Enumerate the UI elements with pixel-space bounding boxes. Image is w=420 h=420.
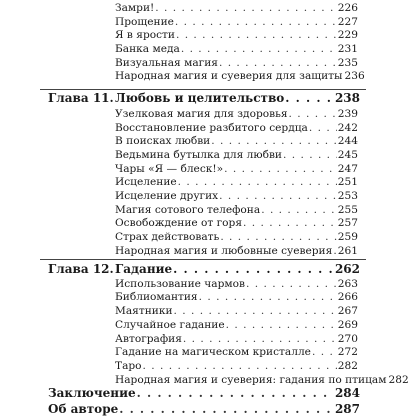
toc-entry-page: 231 [337, 43, 358, 55]
toc-entry-page: 253 [337, 190, 358, 202]
toc-entry[interactable] [115, 163, 358, 175]
chapter-page: 262 [334, 262, 360, 276]
toc-entry[interactable] [115, 217, 358, 229]
toc-entry-title: Прощение [115, 16, 174, 28]
toc-entry-page: 267 [337, 305, 358, 317]
toc-entry[interactable] [115, 135, 358, 147]
leader-dots [137, 386, 334, 400]
toc-about-author[interactable] [48, 402, 360, 416]
toc-entry-page: 247 [337, 163, 358, 175]
toc-entry-page: 235 [337, 57, 358, 69]
leader-dots [155, 2, 337, 14]
leader-dots [283, 149, 337, 161]
leader-dots [243, 217, 337, 229]
conclusion-title: Заключение [48, 386, 136, 400]
toc-entry[interactable] [115, 204, 358, 216]
leader-dots [246, 278, 337, 290]
toc-entry-title: Использование чармов [115, 278, 245, 290]
leader-dots [178, 176, 337, 188]
chapter-title: Любовь и целительство [115, 91, 285, 105]
leader-dots [219, 190, 337, 202]
toc-entry-title: Народная магия и суеверия: гадания по птицам [115, 374, 387, 386]
leader-dots [176, 29, 337, 41]
toc-entry[interactable] [115, 305, 358, 317]
toc-entry-title: Я в ярости [115, 29, 175, 41]
toc-entry-page: 257 [337, 217, 358, 229]
toc-entry[interactable] [115, 108, 358, 120]
leader-dots [220, 231, 336, 243]
toc-entry-title: Замри! [115, 2, 155, 14]
toc-entry[interactable] [115, 291, 358, 303]
toc-entry-title: Народная магия и любовные суеверия [115, 245, 333, 257]
chapter-number: Глава 11. [48, 91, 114, 105]
toc-entry-page: 282 [337, 360, 358, 372]
toc-entry[interactable] [115, 278, 358, 290]
toc-entry-page: 255 [337, 204, 358, 216]
toc-entry[interactable] [115, 149, 358, 161]
leader-dots [143, 360, 337, 372]
toc-entry-title: В поисках любви [115, 135, 211, 147]
toc-entry-title: Народная магия и суеверия для защиты [115, 70, 343, 82]
chapter-page: 238 [334, 91, 360, 105]
toc-entry-title: Исцеление [115, 176, 177, 188]
toc-entry-page: 244 [337, 135, 358, 147]
toc-entry[interactable] [115, 245, 358, 257]
toc-entry-page: 270 [337, 333, 358, 345]
toc-entry[interactable] [115, 319, 358, 331]
toc-entry[interactable] [115, 2, 358, 14]
chapter-divider [40, 89, 366, 90]
toc-entry-page: 282 [388, 374, 409, 386]
about-author-title: Об авторе [48, 402, 119, 416]
toc-entry-title: Магия сотового телефона [115, 204, 261, 216]
leader-dots [181, 43, 337, 55]
toc-entry[interactable] [115, 122, 358, 134]
toc-entry-page: 263 [337, 278, 358, 290]
toc-entry-title: Библиомантия [115, 291, 198, 303]
chapter-title: Гадание [115, 262, 173, 276]
toc-entry-title: Случайное гадание [115, 319, 225, 331]
leader-dots [175, 16, 337, 28]
chapter-number: Глава 12. [48, 262, 114, 276]
toc-entry-page: 266 [337, 291, 358, 303]
chapter-divider [40, 259, 366, 260]
toc-entry[interactable] [115, 16, 358, 28]
toc-entry-title: Исцеление других [115, 190, 219, 202]
toc-entry[interactable] [115, 190, 358, 202]
leader-dots [199, 291, 337, 303]
chapter-heading[interactable] [115, 262, 360, 276]
toc-entry[interactable] [115, 29, 358, 41]
toc-entry-page: 229 [337, 29, 358, 41]
toc-entry-page: 239 [337, 108, 358, 120]
toc-entry-title: Чары «Я — блеск!» [115, 163, 224, 175]
conclusion-page: 284 [334, 386, 360, 400]
toc-entry-title: Автография [115, 333, 182, 345]
toc-entry[interactable] [115, 346, 358, 358]
toc-entry[interactable] [115, 360, 358, 372]
leader-dots [174, 305, 337, 317]
leader-dots [119, 402, 334, 416]
leader-dots [183, 333, 337, 345]
toc-entry-title: Таро [115, 360, 142, 372]
toc-entry-page: 251 [337, 176, 358, 188]
toc-conclusion[interactable] [48, 386, 360, 400]
leader-dots [285, 91, 334, 105]
toc-entry-title: Страх действовать [115, 231, 220, 243]
leader-dots [333, 245, 336, 257]
toc-entry-page: 259 [337, 231, 358, 243]
leader-dots [261, 204, 337, 216]
toc-entry[interactable] [115, 43, 358, 55]
toc-entry-title: Банка меда [115, 43, 180, 55]
toc-entry-page: 272 [337, 346, 358, 358]
toc-entry-title: Маятники [115, 305, 173, 317]
leader-dots [309, 122, 337, 134]
leader-dots [211, 135, 337, 147]
toc-entry-page: 245 [337, 149, 358, 161]
toc-entry[interactable] [115, 333, 358, 345]
leader-dots [226, 319, 337, 331]
leader-dots [219, 57, 337, 69]
toc-entry-title: Ведьмина бутылка для любви [115, 149, 282, 161]
toc-entry-page: 227 [337, 16, 358, 28]
toc-entry[interactable] [115, 374, 409, 386]
leader-dots [224, 163, 337, 175]
toc-entry-title: Гадание на магическом кристалле [115, 346, 311, 358]
toc-entry-title: Визуальная магия [115, 57, 218, 69]
toc-entry-page: 242 [337, 122, 358, 134]
toc-entry-title: Освобождение от горя [115, 217, 243, 229]
toc-entry-page: 226 [337, 2, 358, 14]
leader-dots [312, 346, 337, 358]
chapter-heading[interactable] [115, 91, 360, 105]
toc-entry[interactable] [115, 176, 358, 188]
toc-entry[interactable] [115, 231, 358, 243]
leader-dots [173, 262, 334, 276]
leader-dots [289, 108, 337, 120]
about-author-page: 287 [334, 402, 360, 416]
toc-entry-title: Узелковая магия для здоровья [115, 108, 288, 120]
toc-entry-title: Восстановление разбитого сердца [115, 122, 308, 134]
toc-entry-page: 236 [344, 70, 365, 82]
toc-entry-page: 261 [337, 245, 358, 257]
toc-entry-page: 269 [337, 319, 358, 331]
toc-entry[interactable] [115, 57, 358, 69]
toc-entry[interactable] [115, 70, 365, 82]
